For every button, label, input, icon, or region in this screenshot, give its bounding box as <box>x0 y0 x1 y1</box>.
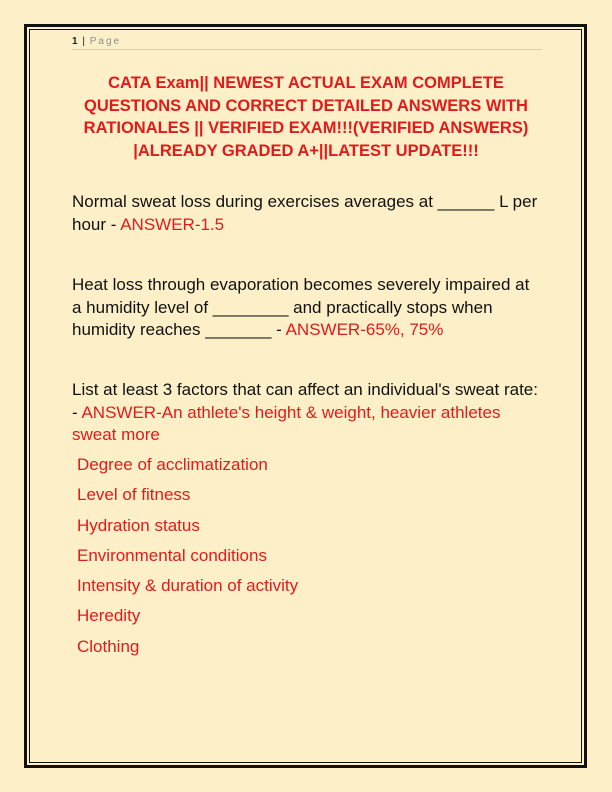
answer-factor-list <box>77 454 537 666</box>
list-item: Environmental conditions <box>77 545 267 565</box>
qa-block-3 <box>72 379 542 447</box>
answer-text: ANSWER-65%, 75% <box>285 320 444 339</box>
page-header <box>72 36 542 50</box>
list-item: Level of fitness <box>77 485 191 505</box>
list-item: Heredity <box>77 606 141 626</box>
list-item: Intensity & duration of activity <box>77 576 299 596</box>
qa-block-2 <box>72 274 542 342</box>
question-text: Normal sweat loss during exercises averages at ______ L per hour - <box>72 192 538 234</box>
page-number: 1 <box>72 36 78 47</box>
question-text: Heat loss through evaporation becomes severely impaired at a humidity level of ________ and practically stops when humidity reaches _______ - <box>72 275 530 339</box>
page-label: Page <box>89 36 122 47</box>
document-title: CATA Exam|| NEWEST ACTUAL EXAM COMPLETE QUESTIONS AND CORRECT DETAILED ANSWERS WITH RATIONALES || VERIFIED EXAM!!!(VERIFIED ANSWERS) |ALREADY GRADED A+||LATEST UPDATE!!! <box>83 74 529 160</box>
answer-text: ANSWER-1.5 <box>120 214 225 234</box>
qa-block-1 <box>72 191 542 236</box>
page-separator: | <box>82 36 85 47</box>
list-item: Hydration status <box>77 515 200 535</box>
answer-text: ANSWER-An athlete's height & weight, heavier athletes sweat more <box>72 402 501 444</box>
list-item: Degree of acclimatization <box>77 455 268 474</box>
question-text: List at least 3 factors that can affect an individual's sweat rate: - <box>72 380 538 422</box>
list-item: Clothing <box>77 636 140 656</box>
